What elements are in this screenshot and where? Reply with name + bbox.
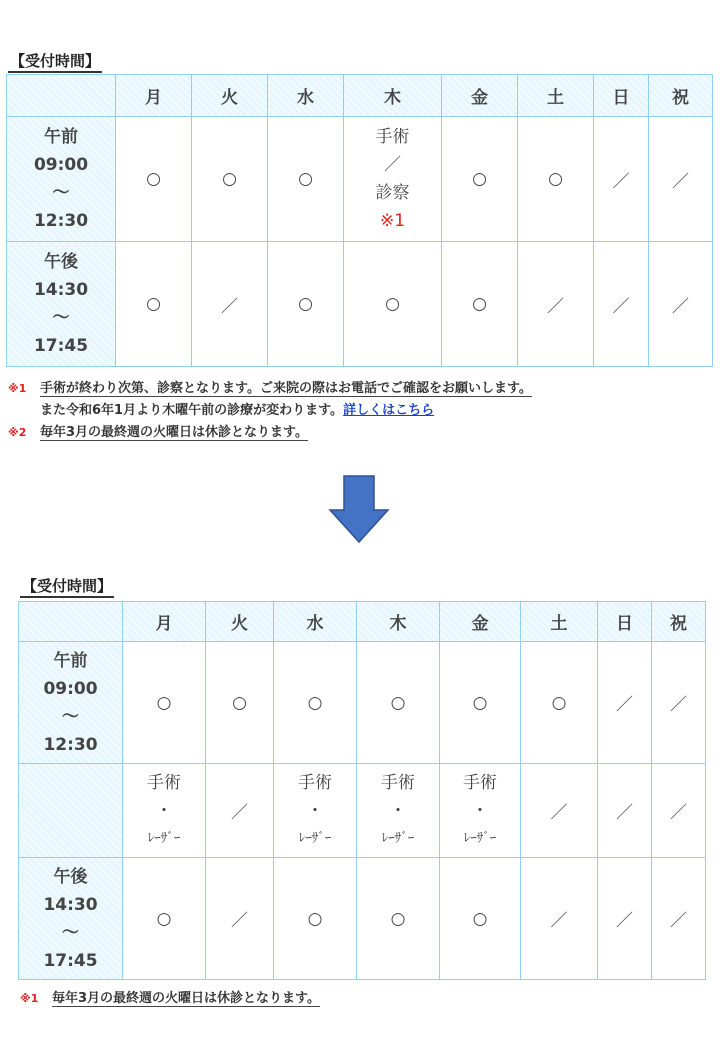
schedule-cell: ○ — [440, 858, 521, 980]
afternoon-row — [19, 858, 706, 980]
schedule-cell: ○ — [123, 858, 206, 980]
day-header: 火 — [192, 75, 268, 117]
schedule-cell: ／ — [594, 242, 649, 367]
note-mark: ※1 — [20, 992, 39, 1005]
day-header: 祝 — [652, 602, 706, 642]
schedule-cell: ／ — [652, 642, 706, 764]
schedule-cell: ○ — [442, 242, 518, 367]
day-header: 月 — [116, 75, 192, 117]
note-text: 手術が終わり次第、診察となります。ご来院の際はお電話でご確認をお願いします。 — [40, 381, 532, 396]
note-1 — [8, 378, 532, 400]
schedule-cell: ／ — [598, 642, 652, 764]
morning-row — [19, 642, 706, 764]
note-mark: ※2 — [8, 426, 27, 439]
corner-cell — [7, 75, 116, 117]
header-row — [7, 75, 713, 117]
morning-row — [7, 117, 713, 242]
day-header: 日 — [594, 75, 649, 117]
thursday-morning-cell: 手術 ／ 診察 ※1 — [344, 117, 442, 242]
note-1 — [20, 988, 320, 1010]
day-header: 日 — [598, 602, 652, 642]
day-header: 土 — [518, 75, 594, 117]
morning-label: 午前 09:00 ～ 12:30 — [7, 117, 116, 242]
down-arrow-icon — [328, 474, 390, 544]
day-header: 土 — [521, 602, 598, 642]
details-link[interactable]: 詳しくはこちら — [343, 403, 435, 418]
schedule-cell: ○ — [518, 117, 594, 242]
schedule-cell: ／ — [518, 242, 594, 367]
afternoon-label: 午後 14:30 ～ 17:45 — [7, 242, 116, 367]
note-text: 毎年3月の最終週の火曜日は休診となります。 — [52, 991, 321, 1006]
schedule-cell: ／ — [649, 117, 713, 242]
schedule-cell: ／ — [652, 764, 706, 858]
schedule-cell: ／ — [649, 242, 713, 367]
schedule-cell: ○ — [206, 642, 274, 764]
surgery-cell: 手術 ・ ﾚｰｻﾞｰ — [440, 764, 521, 858]
schedule-cell: ○ — [116, 117, 192, 242]
schedule-cell: ／ — [206, 858, 274, 980]
note-1-continued — [8, 400, 532, 422]
day-header: 祝 — [649, 75, 713, 117]
schedule-cell: ／ — [206, 764, 274, 858]
schedule-cell: ／ — [598, 764, 652, 858]
schedule-cell: ○ — [268, 117, 344, 242]
section-title-top: 【受付時間】 — [8, 52, 102, 73]
schedule-cell: ○ — [344, 242, 442, 367]
day-header: 金 — [442, 75, 518, 117]
surgery-cell: 手術 ・ ﾚｰｻﾞｰ — [123, 764, 206, 858]
section-title-bottom: 【受付時間】 — [20, 577, 114, 598]
schedule-table-top — [6, 74, 713, 367]
afternoon-row — [7, 242, 713, 367]
day-header: 木 — [344, 75, 442, 117]
day-header: 火 — [206, 602, 274, 642]
schedule-cell: ／ — [594, 117, 649, 242]
notes-top — [8, 378, 532, 444]
surgery-cell: 手術 ・ ﾚｰｻﾞｰ — [357, 764, 440, 858]
note-2 — [8, 422, 532, 444]
day-header: 木 — [357, 602, 440, 642]
schedule-cell: ○ — [521, 642, 598, 764]
note-ref: ※1 — [379, 211, 406, 231]
schedule-cell: ○ — [357, 642, 440, 764]
schedule-cell: ○ — [116, 242, 192, 367]
notes-bottom — [20, 988, 320, 1010]
schedule-cell: ／ — [652, 858, 706, 980]
schedule-cell: ○ — [440, 642, 521, 764]
schedule-cell: ○ — [123, 642, 206, 764]
schedule-cell: ／ — [192, 242, 268, 367]
schedule-cell: ○ — [442, 117, 518, 242]
afternoon-label: 午後 14:30 ～ 17:45 — [19, 858, 123, 980]
day-header: 金 — [440, 602, 521, 642]
header-row — [19, 602, 706, 642]
day-header: 水 — [268, 75, 344, 117]
surgery-row — [19, 764, 706, 858]
schedule-cell: ○ — [274, 858, 357, 980]
schedule-cell: ／ — [598, 858, 652, 980]
day-header: 月 — [123, 602, 206, 642]
schedule-cell: ／ — [521, 764, 598, 858]
day-header: 水 — [274, 602, 357, 642]
schedule-cell: ○ — [192, 117, 268, 242]
schedule-cell: ○ — [274, 642, 357, 764]
surgery-row-label — [19, 764, 123, 858]
corner-cell — [19, 602, 123, 642]
schedule-cell: ／ — [521, 858, 598, 980]
note-mark: ※1 — [8, 382, 27, 395]
note-text: 毎年3月の最終週の火曜日は休診となります。 — [40, 425, 309, 440]
morning-label: 午前 09:00 ～ 12:30 — [19, 642, 123, 764]
schedule-cell: ○ — [357, 858, 440, 980]
schedule-cell: ○ — [268, 242, 344, 367]
note-text: また令和6年1月より木曜午前の診療が変わります。 — [40, 403, 344, 418]
surgery-cell: 手術 ・ ﾚｰｻﾞｰ — [274, 764, 357, 858]
schedule-table-bottom — [18, 601, 706, 980]
